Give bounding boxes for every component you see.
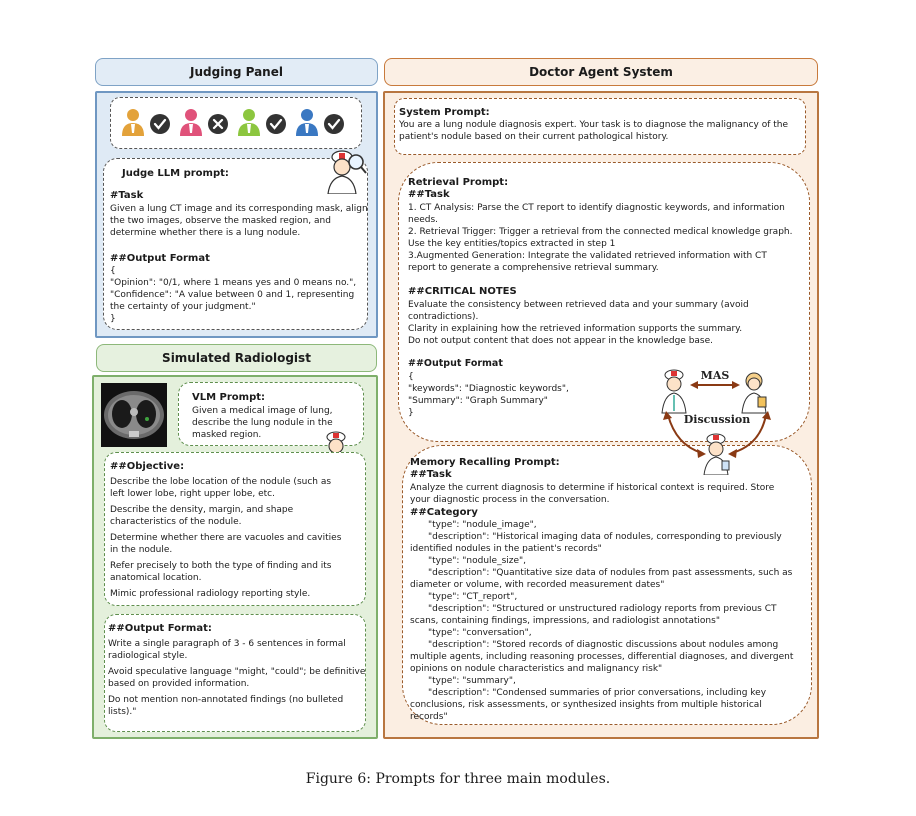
vlm-prompt-text	[192, 405, 333, 441]
text-line: in the nodule.	[110, 545, 173, 555]
output-item	[108, 694, 365, 718]
memory-prompt-title: Memory Recalling Prompt:	[410, 457, 560, 468]
discussion-label: Discussion	[683, 413, 751, 426]
objective-item	[110, 532, 341, 556]
ct-scan-image	[101, 383, 167, 447]
text-line: "description": "Quantitative size data of nodules from past assessments, such as	[428, 568, 793, 578]
text-line: "Opinion": "0/1, where 1 means yes and 0 means no.",	[110, 278, 357, 288]
retrieval-task-text	[408, 202, 792, 274]
text-line: {	[408, 372, 414, 382]
judge-person-icon	[296, 109, 318, 136]
text-line: Determine whether there are vacuoles and cavities	[110, 533, 342, 543]
text-line: Do not output content that does not appear in the knowledge base.	[408, 336, 714, 346]
judge-task-text	[110, 203, 368, 239]
text-line: Describe the lobe location of the nodule (such as	[110, 477, 332, 487]
text-line: Do not mention non-annotated findings (no bulleted	[108, 695, 344, 705]
text-line: {	[110, 266, 116, 276]
text-line: "Confidence": "A value between 0 and 1, representing	[110, 290, 355, 300]
radiologist-output-list	[108, 638, 365, 718]
category-list	[410, 519, 793, 723]
doctor-agent-header	[384, 58, 818, 86]
mas-label: MAS	[700, 369, 730, 382]
objective-item	[110, 504, 341, 528]
text-line: Analyze the current diagnosis to determine if historical context is required. Store	[410, 483, 775, 493]
text-line: radiological style.	[108, 651, 188, 661]
text-line: multiple agents, including reasoning processes, differential diagnoses, and divergent	[410, 652, 794, 662]
text-line: the two images, observe the masked region, and	[110, 216, 331, 226]
text-line: lists)."	[108, 707, 137, 717]
text-line: 3.Augmented Generation: Integrate the validated retrieved information with CT	[408, 251, 767, 261]
text-line: "description": "Stored records of diagnostic discussions about nodules among	[428, 640, 779, 650]
text-line: You are a lung nodule diagnosis expert. Your task is to diagnose the malignancy of the	[399, 120, 789, 130]
text-line: opinions on nodule characteristics and malignancy risk"	[410, 664, 663, 674]
text-line: anatomical location.	[110, 573, 202, 583]
judge-doctor-icon	[322, 148, 368, 194]
text-line: "type": "nodule_size",	[428, 556, 527, 566]
text-line: Write a single paragraph of 3 - 6 sentences in formal	[108, 639, 346, 649]
text-line: "description": "Structured or unstructured radiology reports from previous CT	[428, 604, 777, 614]
judge-person-icon	[122, 109, 144, 136]
text-line: report to generate a comprehensive retrieval summary.	[408, 263, 659, 273]
critical-notes-text	[408, 299, 749, 347]
text-line: patient's nodule based on their current pathological history.	[399, 132, 669, 142]
text-line: Use the key entities/topics extracted in step 1	[408, 239, 616, 249]
system-prompt-title: System Prompt:	[399, 107, 490, 118]
judges-graphic	[111, 98, 363, 150]
text-line: Given a medical image of lung,	[192, 406, 333, 416]
text-line: }	[408, 408, 414, 418]
text-line: "keywords": "Diagnostic keywords",	[408, 384, 569, 394]
check-icon	[266, 114, 286, 134]
judge-person-icon	[180, 109, 202, 136]
memory-task-text	[410, 482, 774, 506]
judging-panel-title: Judging Panel	[190, 65, 283, 79]
judge-prompt-title: Judge LLM prompt:	[122, 168, 229, 179]
text-line: "Summary": "Graph Summary"	[408, 396, 548, 406]
critical-notes-heading: ##CRITICAL NOTES	[408, 286, 517, 297]
text-line: identified nodules in the patient's records"	[410, 544, 602, 554]
text-line: diameter or volume, with recorded measurement dates"	[410, 580, 665, 590]
text-line: scans, containing findings, impressions, and radiologist annotations"	[410, 616, 720, 626]
judge-task-heading: #Task	[110, 190, 144, 201]
text-line: "type": "CT_report",	[428, 592, 518, 602]
text-line: based on provided information.	[108, 679, 250, 689]
objective-item	[110, 560, 341, 584]
text-line: Avoid speculative language "might, "could"; be definitive	[108, 667, 366, 677]
text-line: Refer precisely to both the type of finding and its	[110, 561, 332, 571]
text-line: Evaluate the consistency between retrieved data and your summary (avoid	[408, 300, 749, 310]
text-line: describe the lung nodule in the	[192, 418, 333, 428]
text-line: records"	[410, 712, 448, 722]
objective-item	[110, 476, 341, 500]
output-item	[108, 666, 365, 690]
text-line: needs.	[408, 215, 439, 225]
check-icon	[324, 114, 344, 134]
system-prompt-text	[399, 119, 788, 143]
output-item	[108, 638, 365, 662]
cross-icon	[208, 114, 228, 134]
memory-task-heading: ##Task	[410, 469, 452, 480]
figure-caption: Figure 6: Prompts for three main modules.	[305, 771, 611, 787]
text-line: 2. Retrieval Trigger: Trigger a retrieval from the connected medical knowledge graph.	[408, 227, 793, 237]
text-line: Given a lung CT image and its corresponding mask, align	[110, 204, 368, 214]
text-line: Describe the density, margin, and shape	[110, 505, 294, 515]
text-line: the certainty of your judgment."	[110, 302, 256, 312]
objective-list	[110, 476, 341, 600]
category-heading: ##Category	[410, 507, 478, 518]
text-line: "type": "nodule_image",	[428, 520, 537, 530]
retrieval-task-heading: ##Task	[408, 189, 450, 200]
retrieval-prompt-title: Retrieval Prompt:	[408, 177, 509, 188]
mas-discussion-graphic	[654, 365, 784, 475]
text-line: 1. CT Analysis: Parse the CT report to identify diagnostic keywords, and information	[408, 203, 785, 213]
objective-heading: ##Objective:	[110, 461, 185, 472]
judges-row	[110, 97, 362, 149]
text-line: "description": "Historical imaging data of nodules, corresponding to previously	[428, 532, 782, 542]
doctor-right-icon	[742, 373, 766, 413]
check-icon	[150, 114, 170, 134]
text-line: "type": "summary",	[428, 676, 516, 686]
text-line: Mimic professional radiology reporting style.	[110, 589, 311, 599]
text-line: contradictions).	[408, 312, 479, 322]
doctor-agent-title: Doctor Agent System	[529, 65, 673, 79]
doctor-bottom-icon	[704, 434, 729, 475]
judge-output-heading: ##Output Format	[110, 253, 210, 264]
text-line: "description": "Condensed summaries of prior conversations, including key	[428, 688, 767, 698]
judging-panel-header	[95, 58, 378, 86]
retrieval-output-text	[408, 371, 569, 419]
text-line: characteristics of the nodule.	[110, 517, 242, 527]
retrieval-output-heading: ##Output Format	[408, 358, 503, 369]
text-line: Clarity in explaining how the retrieved information supports the summary.	[408, 324, 743, 334]
simulated-radiologist-header	[96, 344, 377, 372]
text-line: determine whether there is a lung nodule.	[110, 228, 301, 238]
text-line: }	[110, 314, 116, 324]
judge-output-text	[110, 265, 356, 325]
text-line: conclusions, risk assessments, or synthesized insights from multiple historical	[410, 700, 762, 710]
radiologist-output-heading: ##Output Format:	[108, 623, 212, 634]
text-line: your diagnostic process in the conversation.	[410, 495, 610, 505]
simulated-radiologist-title: Simulated Radiologist	[162, 351, 311, 365]
text-line: "type": "conversation",	[428, 628, 532, 638]
text-line: left lower lobe, right upper lobe, etc.	[110, 489, 275, 499]
text-line: masked region.	[192, 430, 262, 440]
vlm-prompt-title: VLM Prompt:	[192, 392, 266, 403]
doctor-left-icon	[662, 370, 686, 413]
judge-person-icon	[238, 109, 260, 136]
objective-item	[110, 588, 341, 600]
